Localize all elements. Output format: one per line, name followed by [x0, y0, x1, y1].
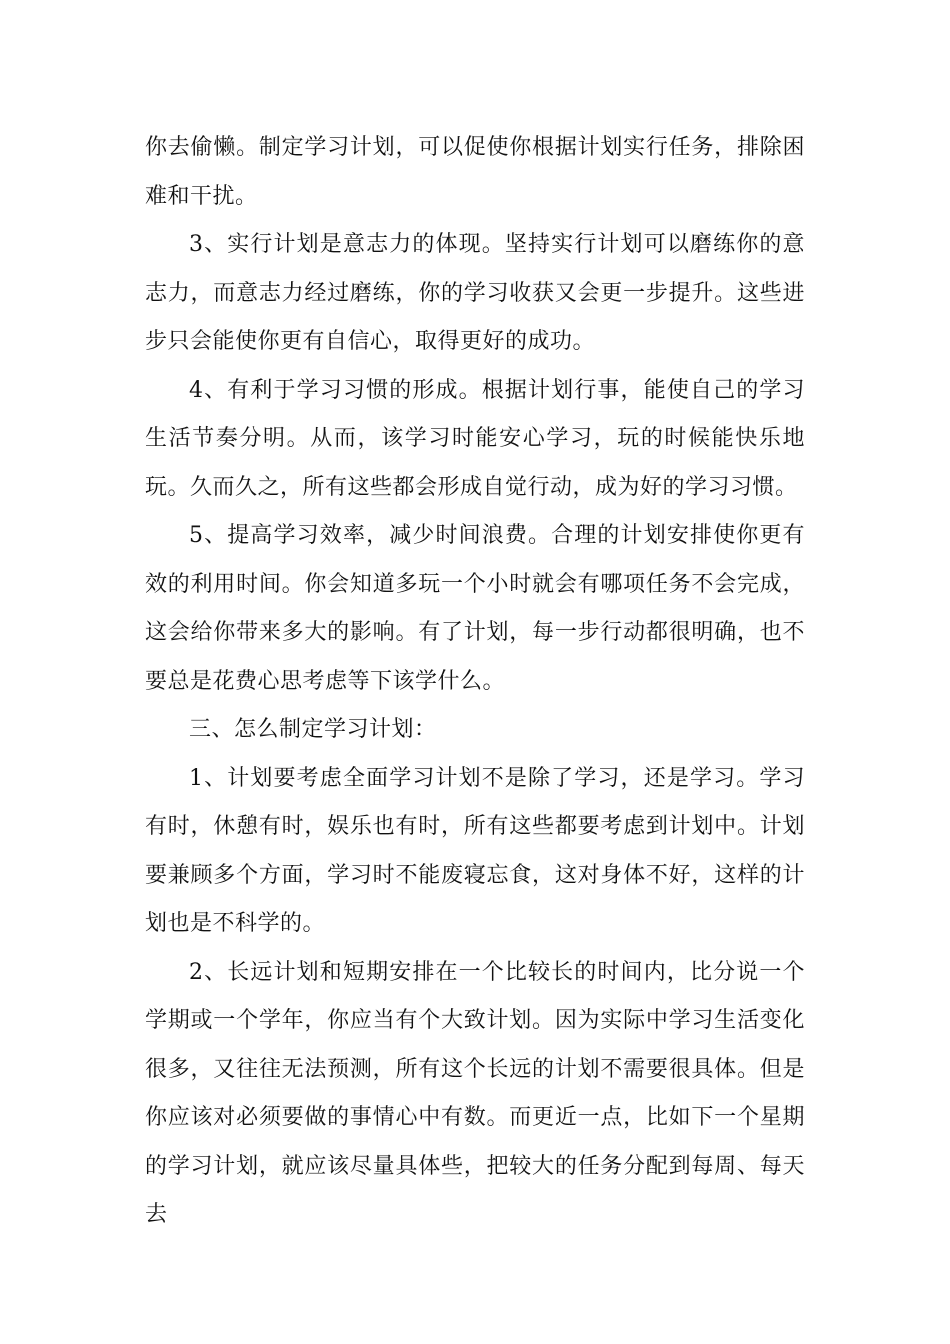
paragraph-point-3: 3、实行计划是意志力的体现。坚持实行计划可以磨练你的意志力，而意志力经过磨练，你的学习收获又会更一步提升。这些进步只会能使你更有自信心，取得更好的成功。 — [145, 232, 805, 354]
paragraph-point-4: 4、有利于学习习惯的形成。根据计划行事，能使自己的学习生活节奏分明。从而，该学习时能安心学习，玩的时候能快乐地玩。久而久之，所有这些都会形成自觉行动，成为好的学习习惯。 — [145, 377, 805, 500]
paragraph-continuation: 你去偷懒。制定学习计划，可以促使你根据计划实行任务，排除困难和干扰。 — [145, 135, 805, 209]
document-body — [145, 124, 805, 1240]
paragraph-plan-1: 1、计划要考虑全面学习计划不是除了学习，还是学习。学习有时，休憩有时，娱乐也有时，所有这些都要考虑到计划中。计划要兼顾多个方面，学习时不能废寝忘食，这对身体不好，这样的计划也是不科学的。 — [145, 765, 805, 936]
section-heading-3: 三、怎么制定学习计划： — [189, 717, 437, 742]
paragraph-point-5: 5、提高学习效率，减少时间浪费。合理的计划安排使你更有效的利用时间。你会知道多玩一个小时就会有哪项任务不会完成，这会给你带来多大的影响。有了计划，每一步行动都很明确，也不要总是花费心思考虑等下该学什么。 — [145, 523, 805, 694]
paragraph-plan-2: 2、长远计划和短期安排在一个比较长的时间内，比分说一个学期或一个学年，你应当有个大致计划。因为实际中学习生活变化很多，又往往无法预测，所有这个长远的计划不需要很具体。但是你应该对必须要做的事情心中有数。而更近一点，比如下一个星期的学习计划，就应该尽量具体些，把较大的任务分配到每周、每天去 — [145, 959, 805, 1227]
